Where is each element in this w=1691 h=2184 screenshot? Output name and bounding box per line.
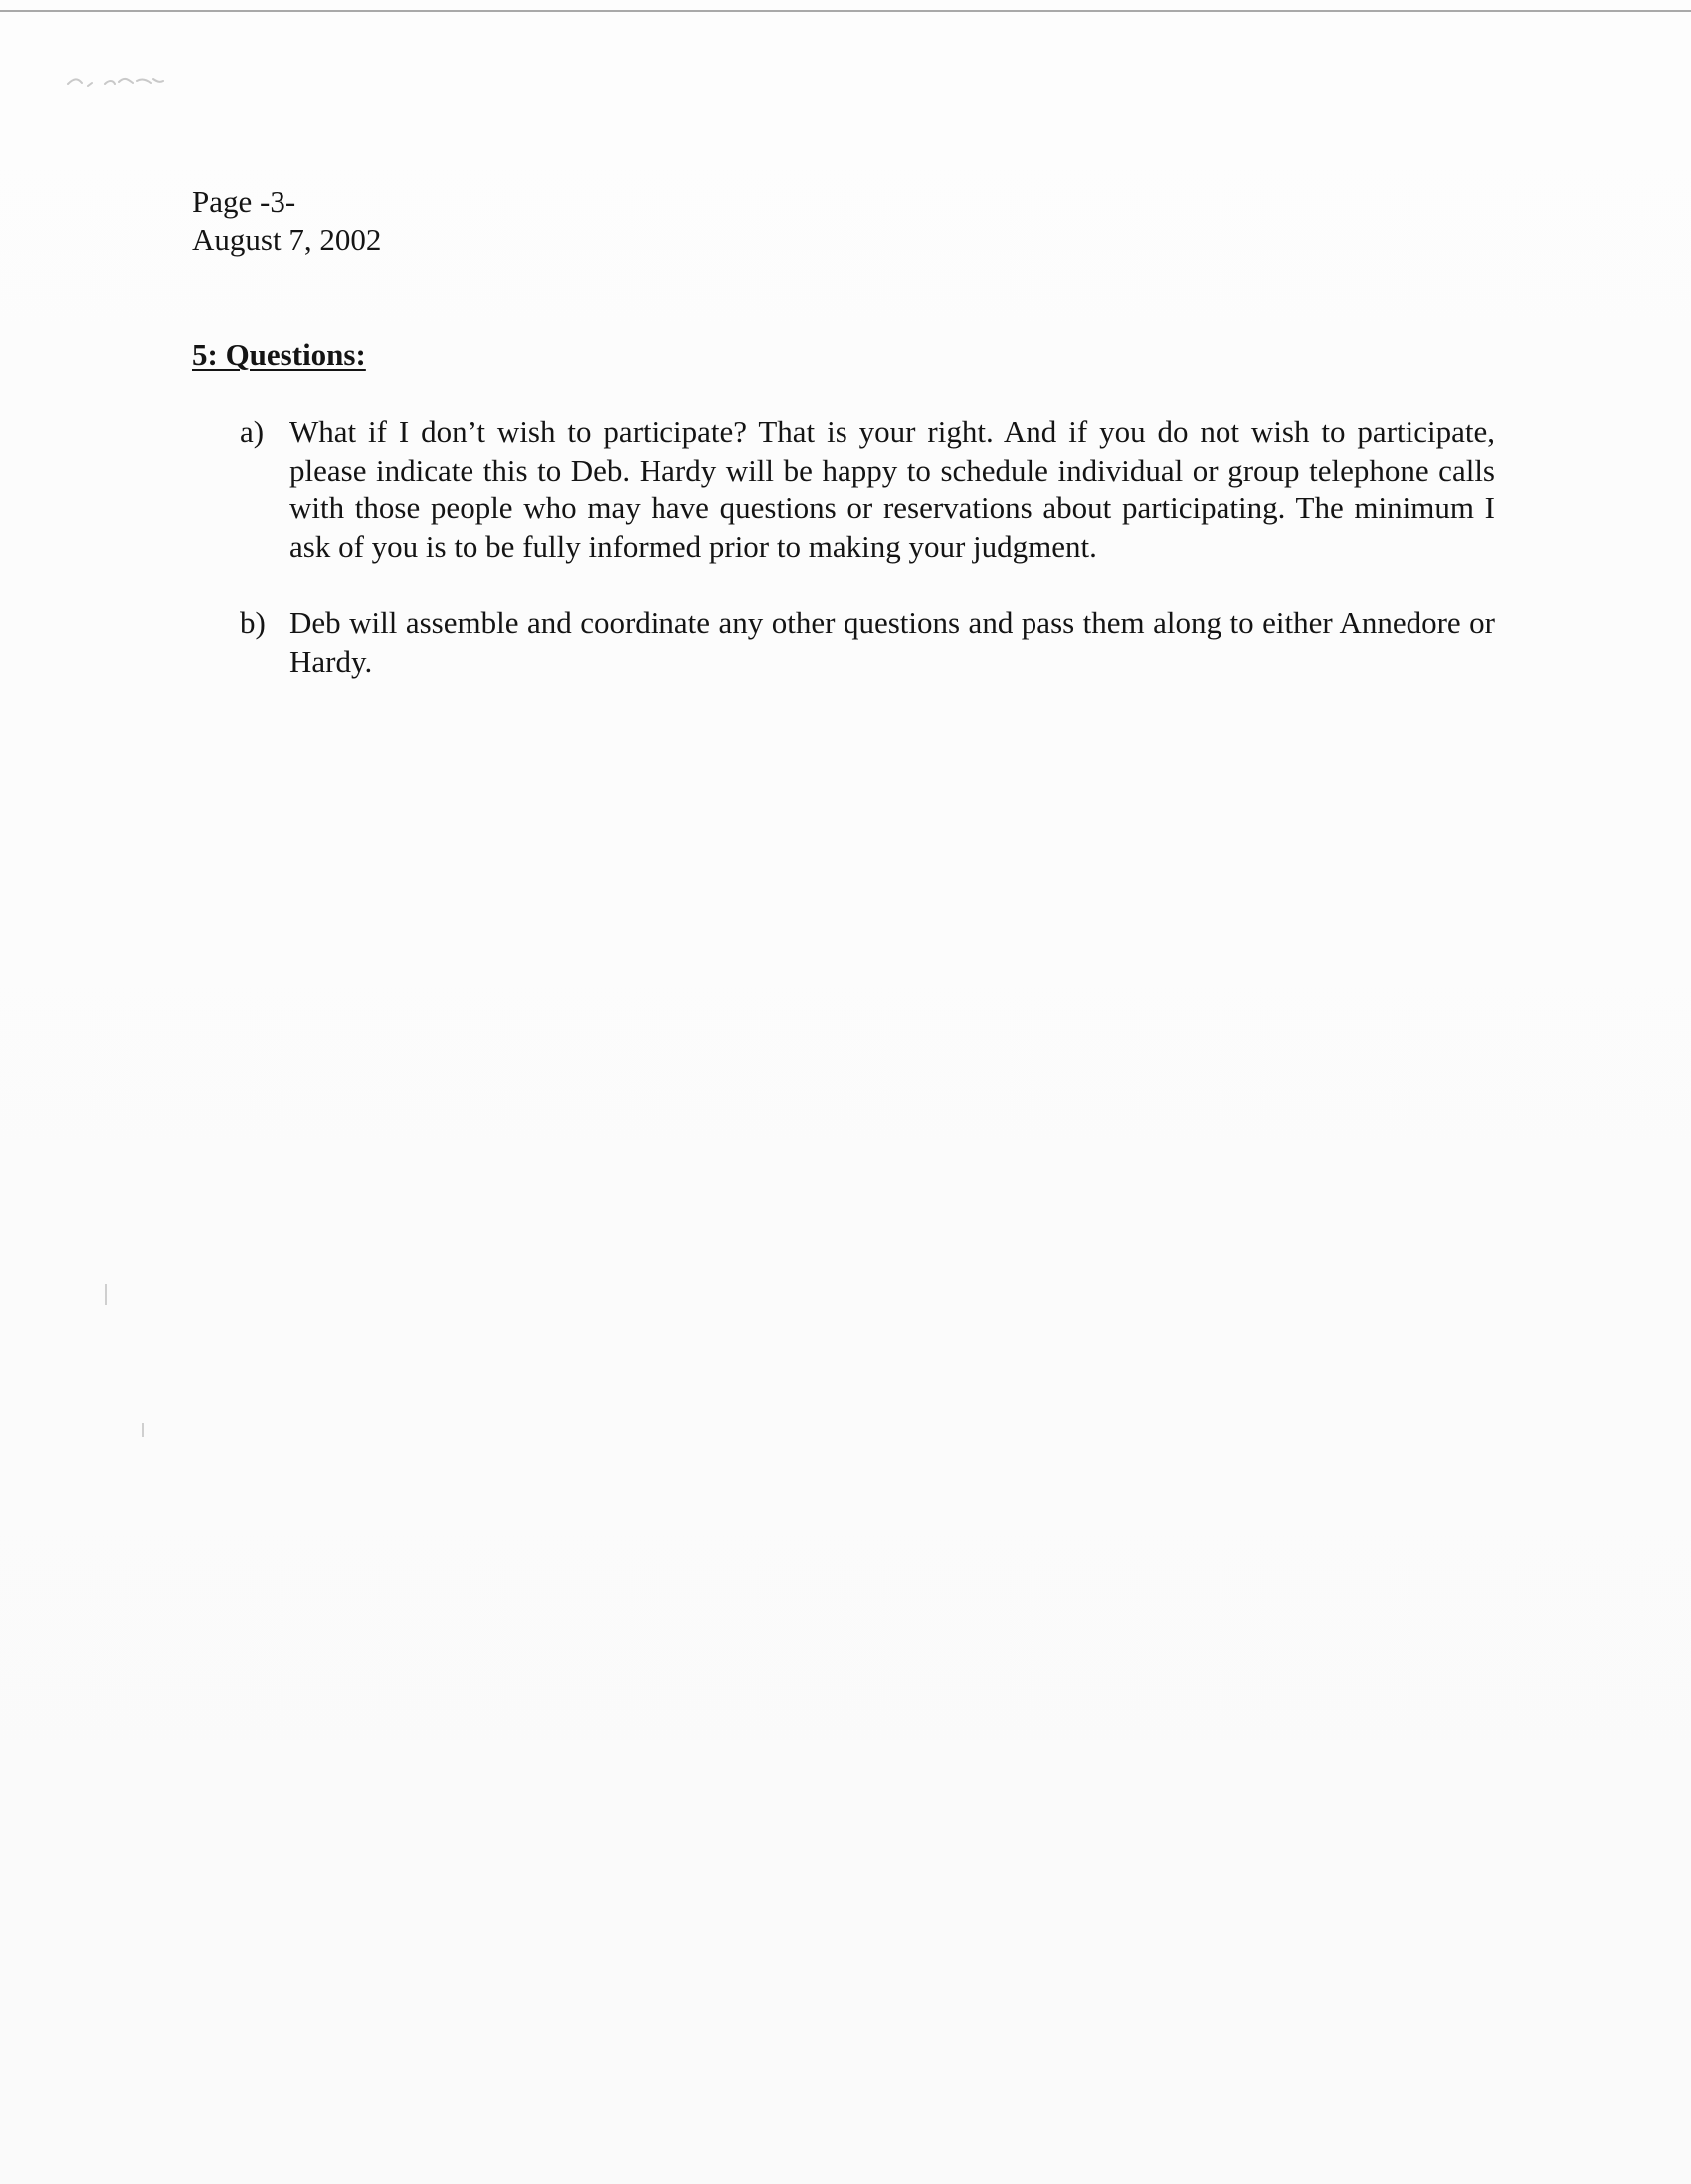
document-date: August 7, 2002 [192,222,382,257]
scan-mark-icon [66,72,175,92]
list-item-marker: a) [240,414,265,449]
list-item [240,413,1495,566]
top-edge-rule [0,10,1691,12]
list-item-marker: b) [240,605,266,640]
page-header [192,183,381,259]
list-item [240,604,1495,681]
list-item-text: What if I don’t wish to participate? That is your right. And if you do not wish to participate, please indicate this to Deb. Hardy will be happy to schedule individual or group telephone calls with those people who may have questions or reservations about participating. The minimum I ask of you is to be fully informed prior to making your judgment. [289,414,1495,564]
section-heading: 5: Questions: [192,337,366,372]
scan-artifact [142,1423,144,1437]
list-item-text: Deb will assemble and coordinate any other questions and pass them along to either Annedore or Hardy. [289,605,1495,679]
page-number-label: Page -3- [192,184,296,219]
scan-artifact [105,1284,107,1305]
questions-list [240,413,1495,718]
